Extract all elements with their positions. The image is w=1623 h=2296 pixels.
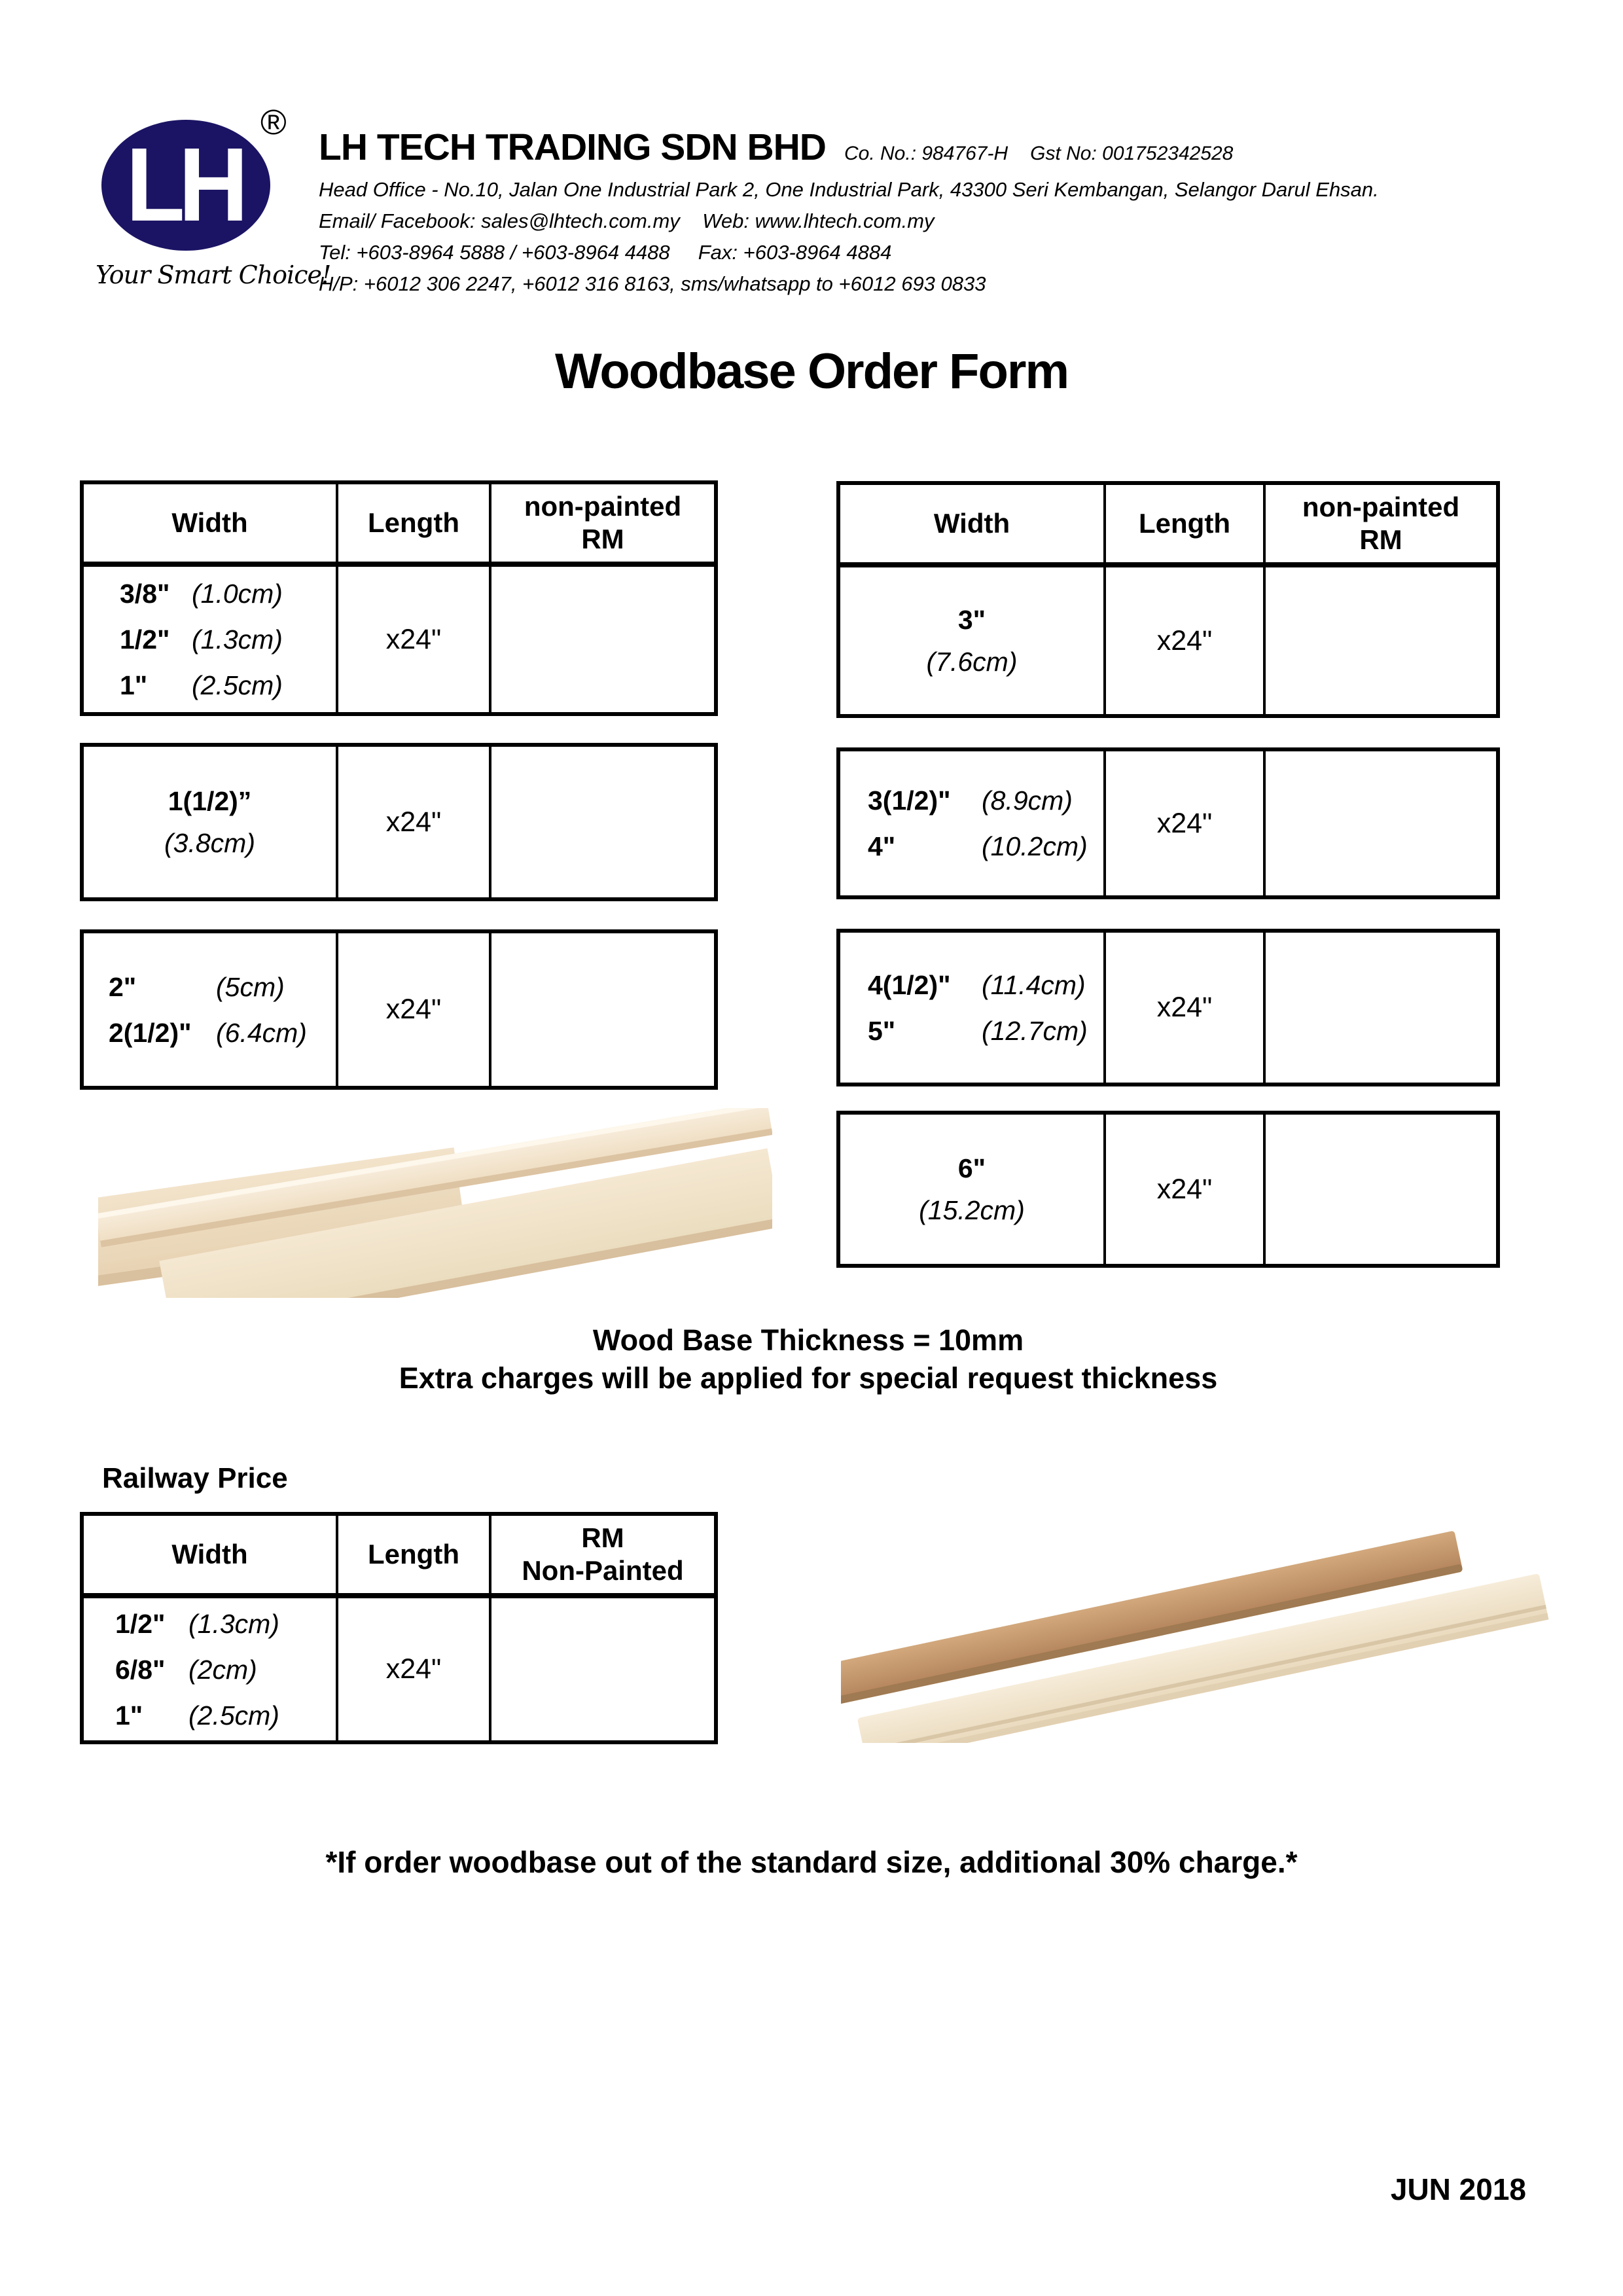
col-header-price [1263,485,1496,562]
woodbase-table-right-2 [836,747,1500,899]
col-header-price [489,484,714,562]
col-header-price-line2: Non-Painted [522,1555,684,1586]
rm-price-cell-empty [1263,751,1496,895]
length-cell: x24" [336,747,489,897]
woodbase-table-right-4 [836,1111,1500,1268]
table-row [84,1598,714,1740]
rm-price-cell-empty [1263,567,1496,714]
table-header-row [84,484,714,567]
length-cell: x24" [1103,751,1263,895]
table-row [840,933,1496,1083]
email-web-line: Email/ Facebook: sales@lhtech.com.my Web: www.lhtech.com.my [319,209,935,232]
table-row [840,751,1496,895]
railway-price-table [80,1512,718,1744]
rm-price-cell-empty [1263,933,1496,1083]
rm-price-cell-empty [489,933,714,1086]
table-header-row [84,1516,714,1598]
company-name: LH TECH TRADING SDN BHD [319,126,826,168]
col-header-price-line2: RM [1359,524,1402,555]
col-header-price-line1: non-painted [1302,492,1460,522]
col-header-price-line1: non-painted [524,491,682,522]
woodbase-table-right-1 [836,481,1500,718]
width-cell: 1(1/2)” (3.8cm) [164,786,255,858]
table-row [840,567,1496,714]
handphone-line: H/P: +6012 306 2247, +6012 316 8163, sms/whatsapp to +6012 693 0833 [319,272,986,295]
table-header-row [840,485,1496,567]
revision-date: JUN 2018 [1390,2172,1526,2206]
rm-price-cell-empty [489,747,714,897]
company-registration [844,143,1233,165]
logo-tagline: Your Smart Choice! [96,260,331,289]
table-row [84,933,714,1086]
length-cell: x24" [1103,567,1263,714]
length-cell: x24" [1103,1115,1263,1264]
logo-monogram: LH [126,126,242,243]
col-header-width: Width [171,507,248,538]
standard-size-surcharge-note: *If order woodbase out of the standard size, additional 30% charge.* [325,1845,1298,1879]
railway-moldings-photo [841,1524,1564,1743]
rm-price-cell-empty [489,567,714,712]
width-cell: 3/8" (1.0cm) 1/2" (1.3cm) 1" (2.5cm) [120,579,283,700]
registered-trademark-icon: ® [260,103,287,142]
width-cell: 2" (5cm) 2(1/2)" (6.4cm) [109,971,307,1048]
thickness-note: Wood Base Thickness = 10mm [592,1323,1024,1357]
col-header-price [489,1516,714,1593]
length-cell: x24" [336,1598,489,1740]
length-cell: x24" [336,567,489,712]
woodbase-table-left-3 [80,929,718,1090]
table-row [84,747,714,897]
table-row [840,1115,1496,1264]
head-office-address: Head Office - No.10, Jalan One Industrial Park 2, One Industrial Park, 43300 Seri Kembangan, Selangor Darul Ehsan. [319,178,1379,201]
length-cell: x24" [1103,933,1263,1083]
woodbase-planks-photo [98,1108,772,1298]
col-header-width: Width [171,1539,248,1570]
width-cell: 3" (7.6cm) [926,605,1018,677]
table-row [84,567,714,712]
rm-price-cell-empty [489,1598,714,1740]
col-header-length: Length [336,1516,489,1593]
col-header-length: Length [1103,485,1263,562]
width-cell: 1/2" (1.3cm) 6/8" (2cm) 1" (2.5cm) [115,1608,279,1731]
col-header-length: Length [336,484,489,562]
company-number: Co. No.: 984767-H [844,143,1008,164]
length-cell: x24" [336,933,489,1086]
company-logo [101,120,270,251]
woodbase-table-left-2 [80,743,718,901]
width-cell: 6" (15.2cm) [919,1153,1025,1225]
tel-fax-line: Tel: +603-8964 5888 / +603-8964 4488 Fax: +603-8964 4884 [319,241,892,264]
width-cell: 3(1/2)" (8.9cm) 4" (10.2cm) [868,785,1088,861]
width-cell: 4(1/2)" (11.4cm) 5" (12.7cm) [868,969,1088,1046]
col-header-price-line2: RM [581,524,624,554]
gst-number: Gst No: 001752342528 [1030,143,1234,164]
col-header-price-line1: RM [581,1522,624,1553]
col-header-width: Width [933,508,1010,539]
woodbase-table-right-3 [836,929,1500,1086]
woodbase-table-left-1 [80,480,718,716]
company-header [319,126,1233,169]
page-title: Woodbase Order Form [554,344,1069,399]
rm-price-cell-empty [1263,1115,1496,1264]
extra-charge-note: Extra charges will be applied for special request thickness [399,1361,1218,1395]
railway-price-heading: Railway Price [102,1462,288,1494]
